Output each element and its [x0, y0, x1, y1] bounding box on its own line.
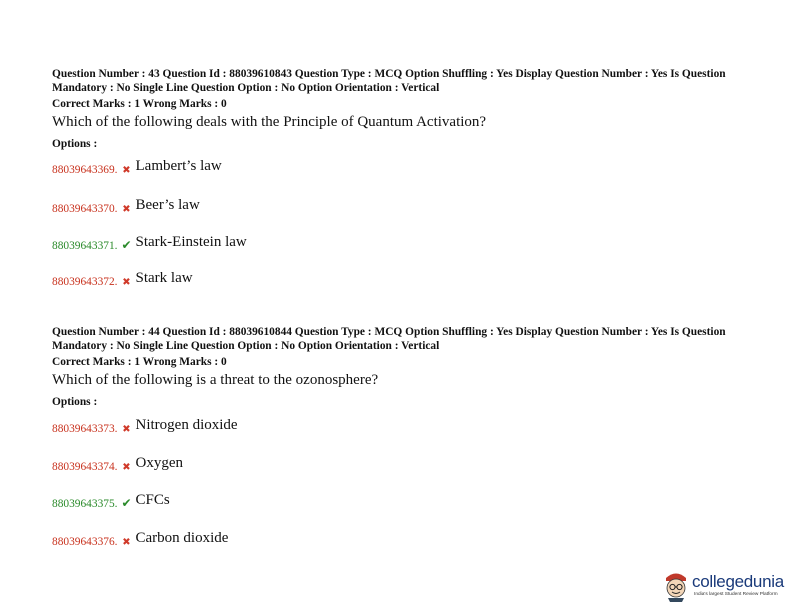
question-marks: Correct Marks : 1 Wrong Marks : 0 — [52, 356, 227, 368]
question-meta: Question Number : 43 Question Id : 88039610843 Question Type : MCQ Option Shuffling : Yes Display Question Number : Yes Is Question Mandatory : No Single Line Question Option : No Option Orientation : Vertical — [52, 68, 726, 94]
option-text: Carbon dioxide — [135, 530, 229, 546]
option-item — [52, 457, 183, 475]
options-label: Options : — [52, 138, 98, 150]
option-id: 88039643372. — [52, 276, 118, 288]
option-text: Stark law — [135, 270, 193, 286]
option-id: 88039643375. — [52, 498, 118, 510]
question-44 — [52, 325, 732, 409]
option-item — [52, 236, 247, 254]
option-text: Nitrogen dioxide — [135, 417, 238, 433]
cross-icon: ✖ — [122, 424, 131, 435]
cross-icon: ✖ — [122, 537, 131, 548]
check-icon: ✔ — [121, 238, 132, 252]
option-id: 88039643369. — [52, 164, 118, 176]
option-id: 88039643376. — [52, 536, 118, 548]
options-label: Options : — [52, 396, 98, 408]
question-text: Which of the following deals with the Principle of Quantum Activation? — [52, 114, 487, 130]
check-icon: ✔ — [121, 496, 132, 510]
mascot-icon — [662, 568, 690, 602]
cross-icon: ✖ — [122, 277, 131, 288]
question-marks: Correct Marks : 1 Wrong Marks : 0 — [52, 98, 227, 110]
option-id: 88039643373. — [52, 423, 118, 435]
option-item — [52, 160, 222, 178]
question-text: Which of the following is a threat to the ozonosphere? — [52, 372, 379, 388]
option-id: 88039643374. — [52, 461, 118, 473]
brand-name: collegedunia — [692, 572, 784, 591]
brand-tagline: India's largest Student Review Platform — [694, 592, 778, 597]
cross-icon: ✖ — [122, 204, 131, 215]
option-item — [52, 494, 170, 512]
collegedunia-logo — [662, 566, 786, 606]
option-text: Lambert’s law — [135, 158, 222, 174]
option-item — [52, 532, 228, 550]
option-text: CFCs — [135, 492, 170, 508]
option-item — [52, 272, 193, 290]
question-43 — [52, 67, 732, 151]
question-meta: Question Number : 44 Question Id : 88039610844 Question Type : MCQ Option Shuffling : Yes Display Question Number : Yes Is Question Mandatory : No Single Line Question Option : No Option Orientation : Vertical — [52, 326, 726, 352]
option-item — [52, 419, 238, 437]
cross-icon: ✖ — [122, 165, 131, 176]
option-text: Oxygen — [135, 455, 183, 471]
option-id: 88039643371. — [52, 240, 118, 252]
option-id: 88039643370. — [52, 203, 118, 215]
option-item — [52, 199, 200, 217]
option-text: Beer’s law — [135, 197, 200, 213]
cross-icon: ✖ — [122, 462, 131, 473]
option-text: Stark-Einstein law — [135, 234, 247, 250]
